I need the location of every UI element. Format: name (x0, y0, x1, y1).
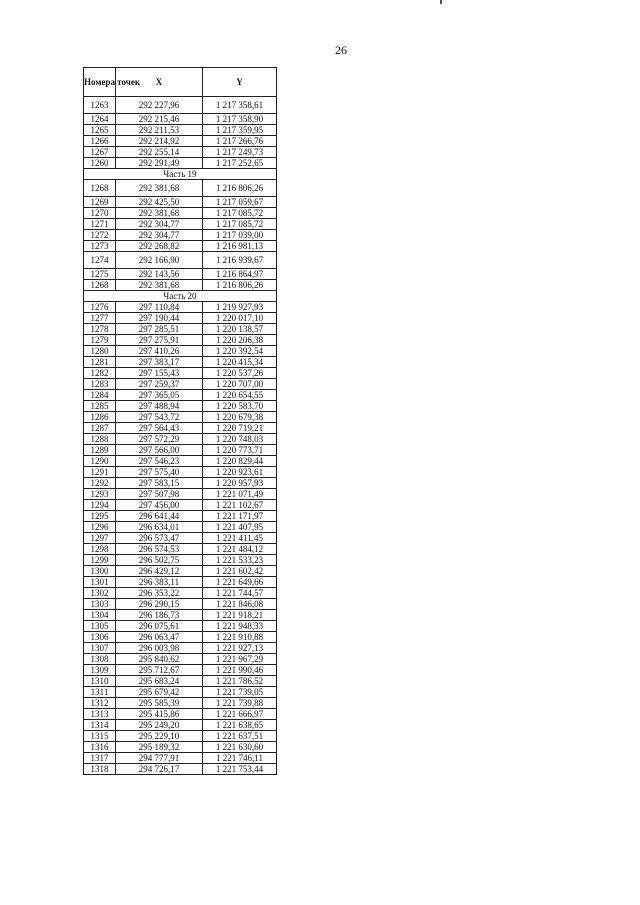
x-cell: 297 488,94 (116, 401, 203, 412)
table-row (84, 478, 277, 489)
table-row (84, 676, 277, 687)
table-row (84, 252, 277, 269)
point-number-cell: 1315 (84, 731, 116, 742)
x-cell: 292 304,77 (116, 230, 203, 241)
x-cell: 296 383,11 (116, 577, 203, 588)
point-number-cell: 1297 (84, 533, 116, 544)
point-number-cell: 1294 (84, 500, 116, 511)
x-cell: 292 291,49 (116, 158, 203, 169)
y-cell: 1 220 748,03 (203, 434, 277, 445)
x-cell: 296 573,47 (116, 533, 203, 544)
table-row (84, 158, 277, 169)
y-cell: 1 221 602,42 (203, 566, 277, 577)
y-cell: 1 220 415,34 (203, 357, 277, 368)
point-number-cell: 1276 (84, 302, 116, 313)
point-number-cell: 1290 (84, 456, 116, 467)
point-number-cell: 1288 (84, 434, 116, 445)
point-number-cell: 1296 (84, 522, 116, 533)
table-row (84, 208, 277, 219)
y-cell: 1 217 358,90 (203, 114, 277, 125)
table-row (84, 401, 277, 412)
y-cell: 1 220 773,71 (203, 445, 277, 456)
x-cell: 292 425,50 (116, 197, 203, 208)
y-cell: 1 217 039,00 (203, 230, 277, 241)
point-number-cell: 1313 (84, 709, 116, 720)
y-cell: 1 216 806,26 (203, 180, 277, 197)
point-number-cell: 1289 (84, 445, 116, 456)
y-cell: 1 220 017,10 (203, 313, 277, 324)
y-cell: 1 221 846,08 (203, 599, 277, 610)
y-cell: 1 221 102,67 (203, 500, 277, 511)
point-number-cell: 1268 (84, 180, 116, 197)
scan-mark (440, 0, 442, 4)
point-number-cell: 1308 (84, 654, 116, 665)
table-row (84, 335, 277, 346)
table-row (84, 147, 277, 158)
table-row (84, 555, 277, 566)
y-cell: 1 221 910,88 (203, 632, 277, 643)
table-row (84, 632, 277, 643)
point-number-cell: 1280 (84, 346, 116, 357)
y-cell: 1 221 990,46 (203, 665, 277, 676)
table-row (84, 313, 277, 324)
y-cell: 1 217 359,95 (203, 125, 277, 136)
coordinates-table (83, 67, 277, 775)
x-cell: 295 712,67 (116, 665, 203, 676)
header-y: Y (203, 68, 277, 97)
x-cell: 297 410,26 (116, 346, 203, 357)
point-number-cell: 1269 (84, 197, 116, 208)
table-row (84, 533, 277, 544)
x-cell: 296 574,53 (116, 544, 203, 555)
point-number-cell: 1266 (84, 136, 116, 147)
x-cell: 297 110,84 (116, 302, 203, 313)
table-row (84, 390, 277, 401)
table-row (84, 621, 277, 632)
x-cell: 296 186,73 (116, 610, 203, 621)
x-cell: 292 166,90 (116, 252, 203, 269)
y-cell: 1 221 746,11 (203, 753, 277, 764)
y-cell: 1 221 637,51 (203, 731, 277, 742)
table-row (84, 731, 277, 742)
table-row (84, 197, 277, 208)
header-x: X (116, 68, 203, 97)
table-row (84, 368, 277, 379)
point-number-cell: 1301 (84, 577, 116, 588)
point-number-cell: 1316 (84, 742, 116, 753)
x-cell: 292 381,68 (116, 280, 203, 291)
x-cell: 292 227,96 (116, 97, 203, 114)
point-number-cell: 1284 (84, 390, 116, 401)
y-cell: 1 221 171,97 (203, 511, 277, 522)
y-cell: 1 220 206,38 (203, 335, 277, 346)
table-row (84, 125, 277, 136)
point-number-cell: 1286 (84, 412, 116, 423)
header-point-numbers: Номера точек (84, 68, 116, 97)
table-row (84, 709, 277, 720)
point-number-cell: 1304 (84, 610, 116, 621)
y-cell: 1 220 923,61 (203, 467, 277, 478)
x-cell: 297 285,51 (116, 324, 203, 335)
y-cell: 1 220 829,44 (203, 456, 277, 467)
x-cell: 296 290,15 (116, 599, 203, 610)
table-row (84, 577, 277, 588)
y-cell: 1 221 786,52 (203, 676, 277, 687)
point-number-cell: 1283 (84, 379, 116, 390)
table-row (84, 423, 277, 434)
x-cell: 297 190,44 (116, 313, 203, 324)
x-cell: 295 840,62 (116, 654, 203, 665)
x-cell: 295 229,10 (116, 731, 203, 742)
y-cell: 1 216 981,13 (203, 241, 277, 252)
table-row (84, 599, 277, 610)
table-row (84, 219, 277, 230)
table-row (84, 500, 277, 511)
y-cell: 1 220 679,38 (203, 412, 277, 423)
table-row (84, 654, 277, 665)
y-cell: 1 221 739,05 (203, 687, 277, 698)
point-number-cell: 1287 (84, 423, 116, 434)
y-cell: 1 221 484,12 (203, 544, 277, 555)
y-cell: 1 221 927,13 (203, 643, 277, 654)
y-cell: 1 220 654,55 (203, 390, 277, 401)
x-cell: 297 507,98 (116, 489, 203, 500)
point-number-cell: 1267 (84, 147, 116, 158)
x-cell: 292 143,56 (116, 269, 203, 280)
point-number-cell: 1275 (84, 269, 116, 280)
table-row (84, 412, 277, 423)
x-cell: 295 189,32 (116, 742, 203, 753)
y-cell: 1 220 583,70 (203, 401, 277, 412)
table-row (84, 114, 277, 125)
point-number-cell: 1293 (84, 489, 116, 500)
point-number-cell: 1272 (84, 230, 116, 241)
y-cell: 1 221 638,65 (203, 720, 277, 731)
x-cell: 297 564,43 (116, 423, 203, 434)
y-cell: 1 221 753,44 (203, 764, 277, 775)
x-cell: 295 683,24 (116, 676, 203, 687)
point-number-cell: 1302 (84, 588, 116, 599)
y-cell: 1 220 537,26 (203, 368, 277, 379)
table-row (84, 346, 277, 357)
x-cell: 297 275,91 (116, 335, 203, 346)
table-row (84, 269, 277, 280)
page-number: 26 (335, 43, 347, 57)
y-cell: 1 216 939,67 (203, 252, 277, 269)
x-cell: 296 075,61 (116, 621, 203, 632)
point-number-cell: 1307 (84, 643, 116, 654)
point-number-cell: 1291 (84, 467, 116, 478)
x-cell: 292 214,92 (116, 136, 203, 147)
y-cell: 1 221 948,33 (203, 621, 277, 632)
x-cell: 297 259,37 (116, 379, 203, 390)
table-row (84, 379, 277, 390)
point-number-cell: 1305 (84, 621, 116, 632)
x-cell: 295 679,42 (116, 687, 203, 698)
y-cell: 1 217 358,61 (203, 97, 277, 114)
table-row (84, 720, 277, 731)
point-number-cell: 1314 (84, 720, 116, 731)
y-cell: 1 221 411,45 (203, 533, 277, 544)
point-number-cell: 1285 (84, 401, 116, 412)
y-cell: 1 217 266,76 (203, 136, 277, 147)
table-row (84, 742, 277, 753)
y-cell: 1 217 249,73 (203, 147, 277, 158)
point-number-cell: 1300 (84, 566, 116, 577)
table-row (84, 280, 277, 291)
point-number-cell: 1298 (84, 544, 116, 555)
table-row (84, 687, 277, 698)
x-cell: 292 304,77 (116, 219, 203, 230)
section-title: Часть 19 (84, 169, 277, 180)
point-number-cell: 1279 (84, 335, 116, 346)
x-cell: 296 641,44 (116, 511, 203, 522)
y-cell: 1 220 957,93 (203, 478, 277, 489)
x-cell: 297 566,00 (116, 445, 203, 456)
point-number-cell: 1309 (84, 665, 116, 676)
x-cell: 295 585,39 (116, 698, 203, 709)
y-cell: 1 217 085,72 (203, 219, 277, 230)
point-number-cell: 1264 (84, 114, 116, 125)
x-cell: 296 003,98 (116, 643, 203, 654)
table-row (84, 665, 277, 676)
point-number-cell: 1318 (84, 764, 116, 775)
table-row (84, 588, 277, 599)
x-cell: 292 215,46 (116, 114, 203, 125)
y-cell: 1 220 719,21 (203, 423, 277, 434)
y-cell: 1 221 918,21 (203, 610, 277, 621)
table-header-row (84, 68, 277, 97)
y-cell: 1 221 666,97 (203, 709, 277, 720)
point-number-cell: 1277 (84, 313, 116, 324)
x-cell: 297 365,05 (116, 390, 203, 401)
table-row (84, 544, 277, 555)
table-row (84, 511, 277, 522)
y-cell: 1 221 533,23 (203, 555, 277, 566)
x-cell: 292 211,53 (116, 125, 203, 136)
table-body (84, 97, 277, 775)
point-number-cell: 1299 (84, 555, 116, 566)
point-number-cell: 1273 (84, 241, 116, 252)
x-cell: 296 063,47 (116, 632, 203, 643)
x-cell: 295 415,86 (116, 709, 203, 720)
table-row (84, 136, 277, 147)
x-cell: 294 777,91 (116, 753, 203, 764)
x-cell: 297 456,00 (116, 500, 203, 511)
point-number-cell: 1268 (84, 280, 116, 291)
x-cell: 297 583,15 (116, 478, 203, 489)
y-cell: 1 221 649,66 (203, 577, 277, 588)
point-number-cell: 1274 (84, 252, 116, 269)
x-cell: 292 268,82 (116, 241, 203, 252)
y-cell: 1 221 739,88 (203, 698, 277, 709)
y-cell: 1 221 744,57 (203, 588, 277, 599)
table-row (84, 489, 277, 500)
point-number-cell: 1311 (84, 687, 116, 698)
point-number-cell: 1312 (84, 698, 116, 709)
x-cell: 292 381,68 (116, 208, 203, 219)
point-number-cell: 1263 (84, 97, 116, 114)
x-cell: 297 575,40 (116, 467, 203, 478)
point-number-cell: 1281 (84, 357, 116, 368)
y-cell: 1 221 071,49 (203, 489, 277, 500)
point-number-cell: 1295 (84, 511, 116, 522)
table-row (84, 180, 277, 197)
table-row (84, 241, 277, 252)
table-row (84, 566, 277, 577)
table-row (84, 467, 277, 478)
y-cell: 1 216 864,97 (203, 269, 277, 280)
x-cell: 296 502,75 (116, 555, 203, 566)
section-row (84, 291, 277, 302)
x-cell: 297 155,43 (116, 368, 203, 379)
section-row (84, 169, 277, 180)
x-cell: 292 381,68 (116, 180, 203, 197)
point-number-cell: 1260 (84, 158, 116, 169)
x-cell: 296 353,22 (116, 588, 203, 599)
point-number-cell: 1270 (84, 208, 116, 219)
y-cell: 1 219 927,93 (203, 302, 277, 313)
point-number-cell: 1317 (84, 753, 116, 764)
point-number-cell: 1282 (84, 368, 116, 379)
y-cell: 1 221 967,29 (203, 654, 277, 665)
y-cell: 1 221 407,95 (203, 522, 277, 533)
y-cell: 1 217 252,65 (203, 158, 277, 169)
x-cell: 294 726,17 (116, 764, 203, 775)
x-cell: 297 546,23 (116, 456, 203, 467)
table-row (84, 324, 277, 335)
x-cell: 297 543,72 (116, 412, 203, 423)
table-row (84, 764, 277, 775)
table-row (84, 456, 277, 467)
table-row (84, 97, 277, 114)
table-row (84, 610, 277, 621)
table-row (84, 302, 277, 313)
table-row (84, 445, 277, 456)
table-row (84, 357, 277, 368)
x-cell: 296 429,12 (116, 566, 203, 577)
y-cell: 1 216 806,26 (203, 280, 277, 291)
point-number-cell: 1310 (84, 676, 116, 687)
table-row (84, 753, 277, 764)
point-number-cell: 1306 (84, 632, 116, 643)
x-cell: 297 572,29 (116, 434, 203, 445)
x-cell: 295 249,20 (116, 720, 203, 731)
x-cell: 297 383,17 (116, 357, 203, 368)
table-row (84, 698, 277, 709)
x-cell: 292 255,14 (116, 147, 203, 158)
point-number-cell: 1278 (84, 324, 116, 335)
table-row (84, 643, 277, 654)
y-cell: 1 220 138,57 (203, 324, 277, 335)
y-cell: 1 220 392,54 (203, 346, 277, 357)
section-title: Часть 20 (84, 291, 277, 302)
y-cell: 1 220 707,00 (203, 379, 277, 390)
point-number-cell: 1271 (84, 219, 116, 230)
table-row (84, 230, 277, 241)
y-cell: 1 217 085,72 (203, 208, 277, 219)
point-number-cell: 1292 (84, 478, 116, 489)
point-number-cell: 1265 (84, 125, 116, 136)
x-cell: 296 634,01 (116, 522, 203, 533)
table-row (84, 522, 277, 533)
y-cell: 1 221 630,60 (203, 742, 277, 753)
point-number-cell: 1303 (84, 599, 116, 610)
y-cell: 1 217 059,67 (203, 197, 277, 208)
table-row (84, 434, 277, 445)
